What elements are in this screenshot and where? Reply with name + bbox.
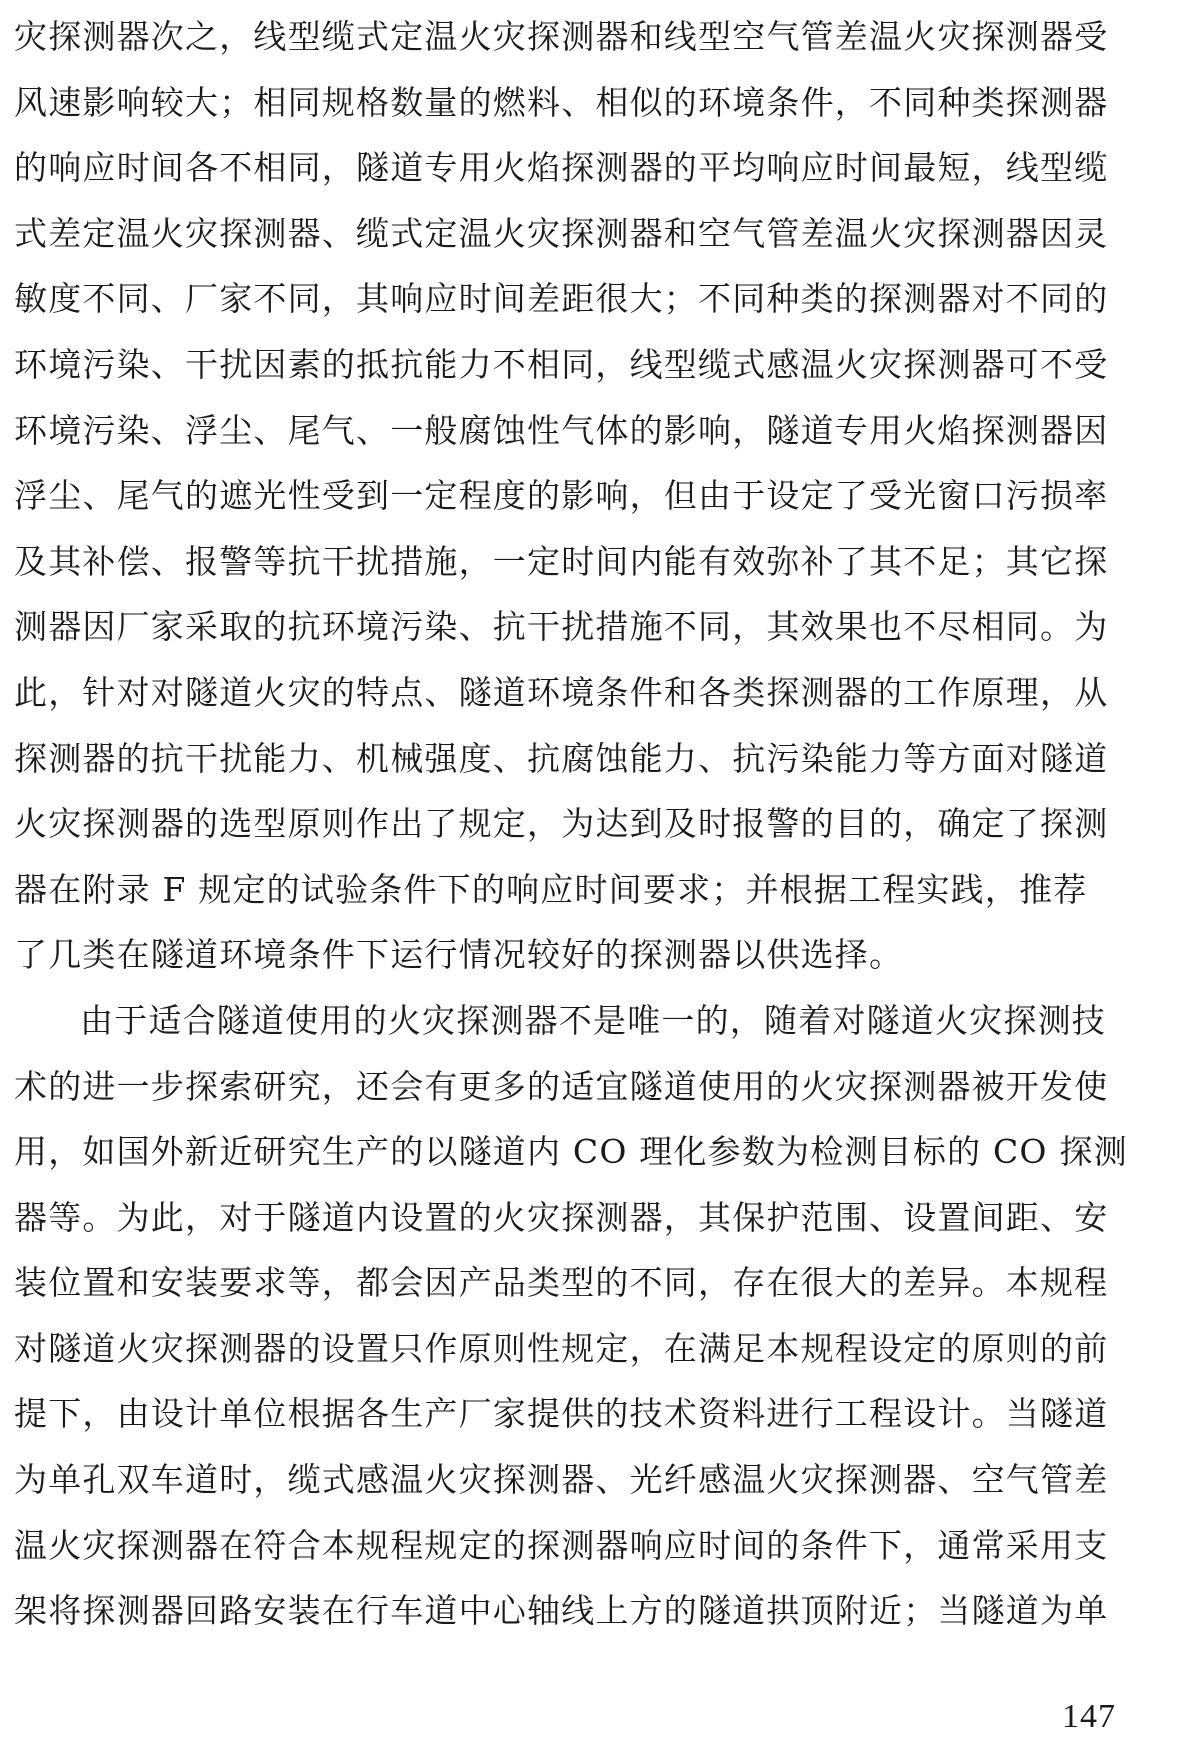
text-line: 环境污染、干扰因素的抵抗能力不相同，线型缆式感温火灾探测器可不受: [14, 344, 1109, 384]
page-number: 147: [1062, 1698, 1116, 1735]
text-line: 器等。为此，对于隧道内设置的火灾探测器，其保护范围、设置间距、安: [14, 1197, 1109, 1237]
text-line: 温火灾探测器在符合本规程规定的探测器响应时间的条件下，通常采用支: [14, 1525, 1109, 1565]
text-line: 用，如国外新近研究生产的以隧道内 CO 理化参数为检测目标的 CO 探测: [14, 1132, 1128, 1172]
text-line: 敏度不同、厂家不同，其响应时间差距很大；不同种类的探测器对不同的: [14, 279, 1109, 319]
text-line: 浮尘、尾气的遮光性受到一定程度的影响，但由于设定了受光窗口污损率: [14, 476, 1109, 516]
text-line: 为单孔双车道时，缆式感温火灾探测器、光纤感温火灾探测器、空气管差: [14, 1460, 1109, 1500]
text-line: 测器因厂家采取的抗环境污染、抗干扰措施不同，其效果也不尽相同。为: [14, 607, 1109, 647]
paragraph-2: [14, 988, 1132, 1644]
text-line: 器在附录 F 规定的试验条件下的响应时间要求；并根据工程实践，推荐: [14, 869, 1088, 909]
text-line: 了几类在隧道环境条件下运行情况较好的探测器以供选择。: [14, 935, 904, 975]
text-line: 术的进一步探索研究，还会有更多的适宜隧道使用的火灾探测器被开发使: [14, 1066, 1109, 1106]
text-line: 的响应时间各不相同，隧道专用火焰探测器的平均响应时间最短，线型缆: [14, 148, 1109, 188]
text-line: 火灾探测器的选型原则作出了规定，为达到及时报警的目的，确定了探测: [14, 804, 1109, 844]
text-line: 环境污染、浮尘、尾气、一般腐蚀性气体的影响，隧道专用火焰探测器因: [14, 410, 1109, 450]
text-line: 此，针对对隧道火灾的特点、隧道环境条件和各类探测器的工作原理，从: [14, 672, 1109, 712]
text-line: 风速影响较大；相同规格数量的燃料、相似的环境条件，不同种类探测器: [14, 82, 1109, 122]
text-line: 探测器的抗干扰能力、机械强度、抗腐蚀能力、抗污染能力等方面对隧道: [14, 738, 1109, 778]
paragraph-1: [14, 4, 1132, 988]
text-line: 对隧道火灾探测器的设置只作原则性规定，在满足本规程设定的原则的前: [14, 1328, 1109, 1368]
text-line: 架将探测器回路安装在行车道中心轴线上方的隧道拱顶附近；当隧道为单: [14, 1591, 1109, 1631]
text-line: 由于适合隧道使用的火灾探测器不是唯一的，随着对隧道火灾探测技: [80, 1000, 1106, 1040]
body-text: [14, 4, 1132, 1644]
text-line: 提下，由设计单位根据各生产厂家提供的技术资料进行工程设计。当隧道: [14, 1394, 1109, 1434]
text-line: 及其补偿、报警等抗干扰措施，一定时间内能有效弥补了其不足；其它探: [14, 541, 1109, 581]
text-line: 式差定温火灾探测器、缆式定温火灾探测器和空气管差温火灾探测器因灵: [14, 213, 1109, 253]
text-line: 灾探测器次之，线型缆式定温火灾探测器和线型空气管差温火灾探测器受: [14, 17, 1109, 56]
text-line: 装位置和安装要求等，都会因产品类型的不同，存在很大的差异。本规程: [14, 1263, 1109, 1303]
